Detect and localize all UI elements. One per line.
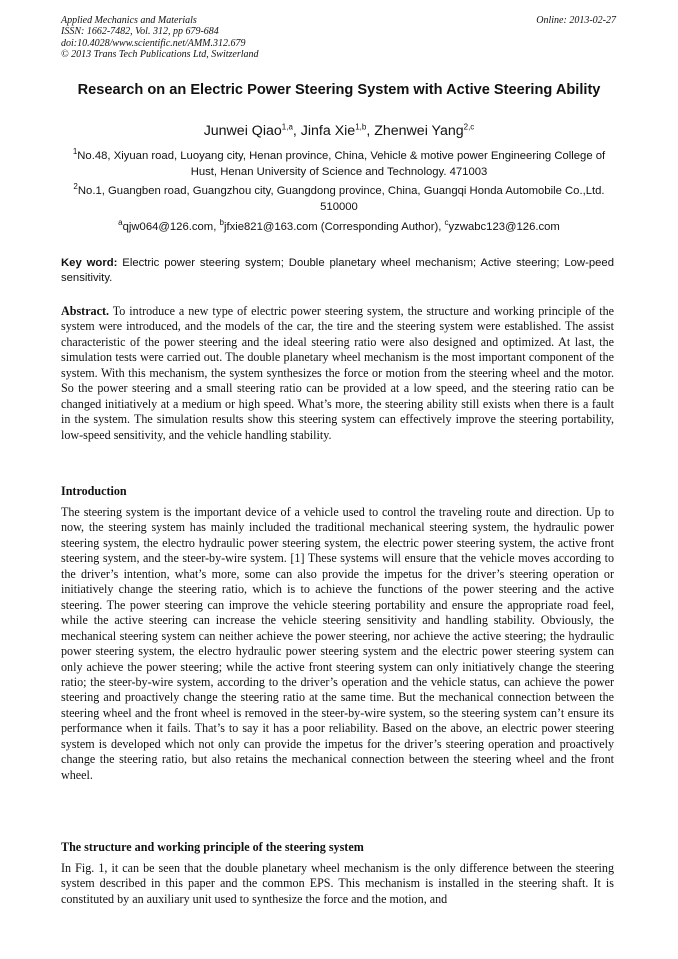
email-text: yzwabc123@126.com: [448, 221, 560, 233]
author-superscript: 1,a: [281, 122, 293, 132]
author-name: Zhenwei Yang: [374, 123, 464, 139]
email-text: jfxie821@163.com (Corresponding Author),: [223, 221, 445, 233]
affiliation-text: No.1, Guangben road, Guangzhou city, Guangdong province, China, Guangqi Honda Automobile Co.,Ltd. 510000: [77, 185, 605, 213]
author-superscript: 1,b: [355, 122, 367, 132]
journal-copyright: © 2013 Trans Tech Publications Ltd, Switzerland: [61, 48, 259, 60]
affiliation-superscript: 2: [73, 182, 78, 192]
section-text-introduction: The steering system is the important device of a vehicle used to control the traveling route and direction. Up to now, the steering system has mainly included the traditional mechanical steering system, the hydraulic power steering system, the electro hydraulic power steering system, the electric power steering system, the active front steering system, and the steer-by-wire system. [1] These systems will ensure that the vehicle moves according to the driver’s intention, what’s more, some can also provide the impetus for the driver’s steering operation or initiatively change the steering ratio, which is to achieve the functions of the power steering and the active steering. The power steering can improve the vehicle steering portability and ensure the appropriate road feel, while the active steering can increase the vehicle steering sensitivity and handling stability. Obviously, the mechanical steering system can neither achieve the power steering, nor achieve the active steering; the hydraulic power steering system, the electro hydraulic power steering system and the electric power steering system can only achieve the power steering; while the active front steering system can only initiatively change the steering ratio; the steer-by-wire system, according to the driver’s operation and the vehicle status, can achieve the power steering and proactively change the steering ratio at the same time. But the mechanical connection between the steering wheel and the front wheel is removed in the steer-by-wire system, so the steering system can’t ensure its performance when it fails. That’s to say it has a poor reliability. Based on the above, an electric power steering system is developed which not only can provide the impetus for the driver’s steering operation and proactively change the steering ratio, but also retains the mechanical connection between the steering wheel and the front wheel.: [61, 505, 614, 782]
journal-header: [61, 15, 259, 60]
email-superscript: c: [444, 218, 449, 228]
author-separator: ,: [292, 123, 301, 139]
affiliation-text: No.48, Xiyuan road, Luoyang city, Henan province, China, Vehicle & motive power Engineering College of Hust, Henan University of Science and Technology. 471003: [77, 150, 606, 178]
affiliation-1: [61, 149, 617, 180]
email-superscript: b: [219, 218, 224, 228]
journal-doi: doi:10.4028/www.scientific.net/AMM.312.679: [61, 37, 246, 49]
affiliation-2: [61, 184, 617, 215]
keywords: [61, 256, 614, 286]
journal-name: Applied Mechanics and Materials: [61, 15, 197, 26]
author-name: Junwei Qiao: [203, 123, 282, 139]
keywords-label: Key word:: [61, 257, 118, 269]
author-list: [61, 122, 617, 140]
abstract-text: To introduce a new type of electric power steering system, the structure and working principle of the system were introduced, and the models of the car, the tire and the steering system were established. The assist characteristic of the power steering and the ideal steering ratio were also designed and optimized. At last, the simulation tests were carried out. The double planetary wheel mechanism is the most important component of the system. With this mechanism, the system synthesizes the force or motion from the steering wheel and the motor. So the power steering and a small steering ratio can be provided at a low speed, and the steering ratio can be changed initiatively at a medium or high speed. What’s more, the steering ability still exists when there is a fault in the system. The simulation results show this steering system can effectively improve the steering portability, low-speed sensitivity, and the vehicle handling stability.: [61, 304, 614, 442]
author-separator: ,: [366, 123, 375, 139]
abstract: [61, 304, 614, 443]
email-text: qjw064@126.com,: [122, 221, 220, 233]
section-text-structure: In Fig. 1, it can be seen that the double planetary wheel mechanism is the only difference between the steering system described in this paper and the common EPS. This mechanism is installed in the steering shaft. It is constituted by an auxiliary unit used to synthesize the force and the motion, and: [61, 861, 614, 906]
abstract-label: Abstract.: [61, 304, 110, 318]
author-emails: [61, 220, 617, 236]
affiliation-superscript: 1: [72, 147, 78, 157]
keywords-text: Electric power steering system; Double planetary wheel mechanism; Active steering; Low-peed sensitivity.: [61, 257, 614, 284]
email-superscript: a: [118, 218, 123, 228]
section-heading-introduction: Introduction: [61, 484, 127, 498]
author-name: Jinfa Xie: [300, 123, 356, 139]
section-heading-structure: The structure and working principle of the steering system: [61, 840, 364, 854]
author-superscript: 2,c: [463, 122, 475, 132]
online-date: Online: 2013-02-27: [536, 15, 616, 26]
paper-title: Research on an Electric Power Steering System with Active Steering Ability: [77, 82, 601, 98]
journal-issn: ISSN: 1662-7482, Vol. 312, pp 679-684: [61, 26, 219, 38]
